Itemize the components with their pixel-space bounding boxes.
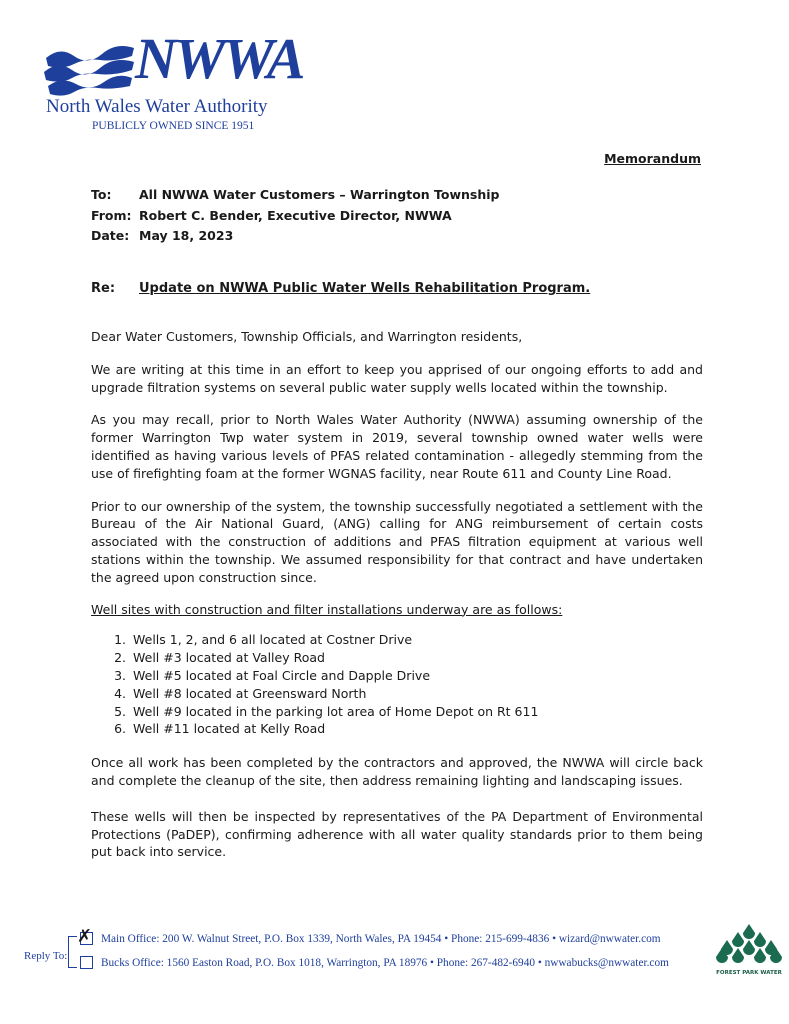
- from-value: Robert C. Bender, Executive Director, NWWA: [139, 207, 452, 223]
- paragraph-3: Prior to our ownership of the system, the township successfully negotiated a settlement with the Bureau of the Air National Guard, (ANG) calling for ANG reimbursement of certain costs associated with the construction of additions and PFAS filtration equipment at various well stations within the township. We assumed responsibility for that contract and have undertaken the agreed upon construction since.: [91, 498, 703, 585]
- paragraph-5: These wells will then be inspected by representatives of the PA Department of Environmental Protections (PaDEP), confirming adherence with all water quality standards prior to them being put back into service.: [91, 808, 703, 860]
- partner-logo-text: FOREST PARK WATER: [716, 970, 782, 976]
- nwwa-logo: [40, 26, 330, 138]
- bucks-office-line: [80, 956, 669, 969]
- paragraph-2: As you may recall, prior to North Wales Water Authority (NWWA) assuming ownership of the former Warrington Twp water system in 2019, several township owned water wells were identified as having various levels of PFAS related contamination - allegedly stemming from the use of firefighting foam at the former WGNAS facility, near Route 611 and County Line Road.: [91, 412, 703, 481]
- main-office-line: [77, 926, 661, 946]
- to-row: [91, 185, 500, 206]
- to-label: To:: [91, 187, 112, 202]
- water-waves-icon: [42, 40, 138, 96]
- subject-text: Update on NWWA Public Water Wells Rehabilitation Program.: [139, 281, 591, 296]
- paragraph-4: Once all work has been completed by the contractors and approved, the NWWA will circle back and complete the cleanup of the site, then address remaining lighting and landscaping issues.: [91, 755, 703, 788]
- list-item: 6. Well #11 located at Kelly Road: [130, 720, 703, 738]
- list-item: 5. Well #9 located in the parking lot area of Home Depot on Rt 611: [130, 703, 703, 721]
- footer: [24, 922, 784, 982]
- forest-park-water-logo: [714, 922, 784, 980]
- date-label: Date:: [91, 228, 130, 243]
- organization-tagline: PUBLICLY OWNED SINCE 1951: [92, 120, 255, 132]
- x-mark-icon: ✗: [77, 926, 93, 946]
- well-list: [91, 631, 703, 738]
- salutation: Dear Water Customers, Township Officials, and Warrington residents,: [91, 329, 523, 344]
- to-value: All NWWA Water Customers – Warrington Township: [139, 187, 500, 202]
- subject-line: [91, 281, 590, 296]
- logo-wordmark: NWWA: [135, 26, 303, 91]
- organization-name: North Wales Water Authority: [46, 96, 268, 117]
- list-item: 1. Wells 1, 2, and 6 all located at Costner Drive: [130, 631, 703, 649]
- paragraph-1: We are writing at this time in an effort to keep you apprised of our ongoing efforts to add and upgrade filtration systems on several public water supply wells located within the township.: [91, 361, 703, 395]
- re-label: Re:: [91, 281, 116, 296]
- list-item: 3. Well #5 located at Foal Circle and Dapple Drive: [130, 667, 703, 685]
- date-row: [91, 226, 500, 247]
- memo-type: Memorandum: [604, 151, 701, 166]
- main-office-checkbox[interactable]: [77, 926, 93, 946]
- reply-to-label: Reply To:: [24, 950, 68, 962]
- well-list-heading: Well sites with construction and filter installations underway are as follows:: [91, 601, 563, 617]
- reply-to-bracket: [68, 936, 77, 968]
- date-value: May 18, 2023: [139, 228, 234, 243]
- memo-header: [91, 185, 500, 247]
- main-office-address: Main Office: 200 W. Walnut Street, P.O. Box 1339, North Wales, PA 19454 • Phone: 215-699-4836 • wizard@nwwater.com: [101, 932, 661, 945]
- memo-body: [91, 328, 703, 861]
- tree-droplets-icon: [714, 922, 784, 968]
- bucks-office-checkbox[interactable]: [80, 956, 93, 969]
- bucks-office-address: Bucks Office: 1560 Easton Road, P.O. Box 1018, Warrington, PA 18976 • Phone: 267-482-6940 • nwwabucks@nwwater.com: [101, 956, 669, 969]
- list-item: 4. Well #8 located at Greensward North: [130, 685, 703, 703]
- list-item: 2. Well #3 located at Valley Road: [130, 649, 703, 667]
- from-label: From:: [91, 207, 132, 223]
- from-row: [91, 206, 500, 227]
